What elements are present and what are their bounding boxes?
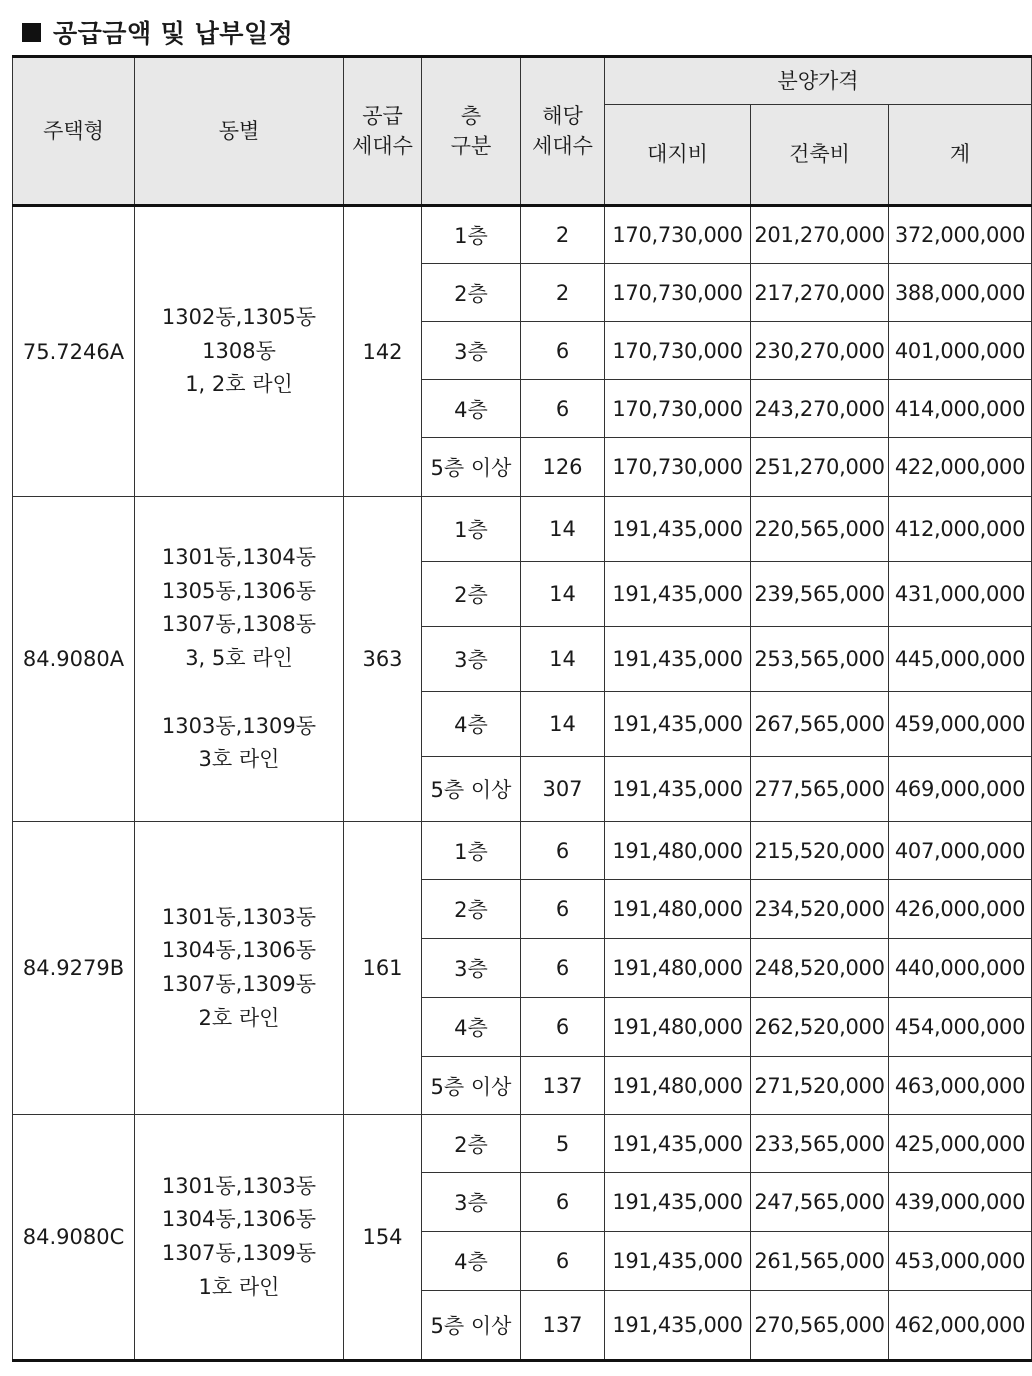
cell-land-price: 191,435,000 [605, 627, 751, 692]
cell-floor-units: 14 [521, 497, 605, 562]
cell-total-price: 453,000,000 [889, 1232, 1032, 1291]
cell-floor-units: 6 [521, 939, 605, 998]
header-building: 건축비 [751, 105, 889, 206]
dong-line: 1307동,1308동 [161, 612, 317, 637]
cell-floor: 3층 [422, 939, 521, 998]
cell-building-price: 230,270,000 [751, 322, 889, 380]
dong-line: 1308동 [202, 338, 276, 363]
cell-total-price: 425,000,000 [889, 1115, 1032, 1173]
dong-line: 1304동,1306동 [161, 938, 317, 963]
cell-total-price: 469,000,000 [889, 757, 1032, 822]
dong-line: 1304동,1306동 [161, 1207, 317, 1232]
cell-dong [135, 1115, 344, 1361]
cell-total-price: 401,000,000 [889, 322, 1032, 380]
cell-land-price: 191,435,000 [605, 1291, 751, 1361]
cell-supply-units: 161 [344, 822, 422, 1115]
cell-total-price: 422,000,000 [889, 438, 1032, 497]
cell-land-price: 170,730,000 [605, 438, 751, 497]
cell-floor: 3층 [422, 1173, 521, 1232]
cell-building-price: 220,565,000 [751, 497, 889, 562]
cell-total-price: 454,000,000 [889, 998, 1032, 1057]
cell-floor: 5층 이상 [422, 438, 521, 497]
cell-house-type: 84.9080C [13, 1115, 135, 1361]
cell-floor-units: 14 [521, 692, 605, 757]
cell-total-price: 412,000,000 [889, 497, 1032, 562]
cell-floor: 4층 [422, 692, 521, 757]
cell-building-price: 267,565,000 [751, 692, 889, 757]
cell-land-price: 170,730,000 [605, 264, 751, 322]
cell-floor-units: 6 [521, 380, 605, 438]
cell-total-price: 463,000,000 [889, 1057, 1032, 1115]
cell-supply-units: 142 [344, 206, 422, 497]
cell-floor-units: 6 [521, 822, 605, 880]
header-total: 계 [889, 105, 1032, 206]
cell-floor: 5층 이상 [422, 1291, 521, 1361]
cell-building-price: 239,565,000 [751, 562, 889, 627]
cell-total-price: 440,000,000 [889, 939, 1032, 998]
cell-floor: 3층 [422, 627, 521, 692]
section-title [22, 12, 293, 52]
header-supply-units-text: 공급 세대수 [352, 103, 413, 158]
cell-total-price: 414,000,000 [889, 380, 1032, 438]
cell-land-price: 191,435,000 [605, 1173, 751, 1232]
cell-floor-units: 6 [521, 998, 605, 1057]
header-type: 주택형 [13, 57, 135, 206]
cell-total-price: 462,000,000 [889, 1291, 1032, 1361]
header-price-group: 분양가격 [605, 57, 1032, 105]
cell-building-price: 251,270,000 [751, 438, 889, 497]
cell-floor-units: 6 [521, 880, 605, 939]
cell-land-price: 191,480,000 [605, 939, 751, 998]
dong-line: 1305동,1306동 [161, 578, 317, 603]
price-table-body [13, 206, 1032, 1361]
cell-floor: 3층 [422, 322, 521, 380]
dong-line: 1302동,1305동 [161, 305, 317, 330]
dong-line: 1301동,1303동 [161, 1173, 317, 1198]
cell-supply-units: 363 [344, 497, 422, 822]
cell-land-price: 170,730,000 [605, 206, 751, 264]
cell-floor-units: 6 [521, 1173, 605, 1232]
cell-floor: 5층 이상 [422, 1057, 521, 1115]
table-row [13, 497, 1032, 562]
cell-building-price: 201,270,000 [751, 206, 889, 264]
dong-line: 1307동,1309동 [161, 1241, 317, 1265]
header-floor-units-text: 해당 세대수 [532, 103, 593, 158]
cell-land-price: 191,435,000 [605, 562, 751, 627]
cell-floor-units: 6 [521, 1232, 605, 1291]
cell-dong [135, 497, 344, 822]
cell-dong [135, 206, 344, 497]
cell-floor: 2층 [422, 264, 521, 322]
table-row [13, 206, 1032, 264]
cell-building-price: 215,520,000 [751, 822, 889, 880]
dong-line: 3호 라인 [198, 747, 280, 772]
cell-supply-units: 154 [344, 1115, 422, 1361]
cell-total-price: 445,000,000 [889, 627, 1032, 692]
cell-floor-units: 5 [521, 1115, 605, 1173]
cell-building-price: 217,270,000 [751, 264, 889, 322]
header-floor-group [422, 57, 521, 206]
cell-total-price: 439,000,000 [889, 1173, 1032, 1232]
cell-total-price: 431,000,000 [889, 562, 1032, 627]
cell-building-price: 277,565,000 [751, 757, 889, 822]
cell-floor-units: 307 [521, 757, 605, 822]
dong-line: 2호 라인 [198, 1005, 280, 1030]
cell-land-price: 191,480,000 [605, 822, 751, 880]
header-floor-group-text: 층 구분 [450, 103, 492, 158]
cell-building-price: 248,520,000 [751, 939, 889, 998]
cell-total-price: 426,000,000 [889, 880, 1032, 939]
cell-floor: 1층 [422, 497, 521, 562]
cell-total-price: 407,000,000 [889, 822, 1032, 880]
cell-land-price: 191,480,000 [605, 880, 751, 939]
cell-house-type: 75.7246A [13, 206, 135, 497]
cell-floor: 4층 [422, 380, 521, 438]
cell-house-type: 84.9279B [13, 822, 135, 1115]
table-row [13, 822, 1032, 880]
cell-floor: 1층 [422, 206, 521, 264]
cell-floor: 2층 [422, 1115, 521, 1173]
section-title-text: 공급금액 및 납부일정 [53, 19, 294, 48]
cell-floor-units: 137 [521, 1291, 605, 1361]
header-land: 대지비 [605, 105, 751, 206]
dong-line: 1307동,1309동 [161, 972, 317, 996]
cell-building-price: 253,565,000 [751, 627, 889, 692]
cell-dong [135, 822, 344, 1115]
price-table-container [12, 55, 1032, 1362]
cell-house-type: 84.9080A [13, 497, 135, 822]
header-dong: 동별 [135, 57, 344, 206]
dong-line: 1301동,1303동 [161, 904, 317, 929]
cell-floor: 2층 [422, 880, 521, 939]
cell-floor: 2층 [422, 562, 521, 627]
cell-land-price: 191,435,000 [605, 1232, 751, 1291]
cell-land-price: 170,730,000 [605, 380, 751, 438]
price-table [12, 55, 1032, 1362]
cell-floor-units: 137 [521, 1057, 605, 1115]
cell-floor: 4층 [422, 1232, 521, 1291]
cell-floor-units: 14 [521, 627, 605, 692]
cell-floor-units: 2 [521, 264, 605, 322]
header-floor-units [521, 57, 605, 206]
cell-floor-units: 2 [521, 206, 605, 264]
dong-line: 1303동,1309동 [161, 713, 317, 738]
dong-line: 1호 라인 [198, 1274, 280, 1299]
cell-floor: 4층 [422, 998, 521, 1057]
cell-building-price: 262,520,000 [751, 998, 889, 1057]
cell-land-price: 191,480,000 [605, 998, 751, 1057]
header-supply-units [344, 57, 422, 206]
cell-building-price: 261,565,000 [751, 1232, 889, 1291]
cell-total-price: 459,000,000 [889, 692, 1032, 757]
cell-building-price: 233,565,000 [751, 1115, 889, 1173]
cell-floor-units: 6 [521, 322, 605, 380]
dong-line: 1, 2호 라인 [185, 372, 293, 397]
dong-line: 1301동,1304동 [161, 545, 317, 570]
cell-building-price: 234,520,000 [751, 880, 889, 939]
cell-floor-units: 14 [521, 562, 605, 627]
cell-building-price: 271,520,000 [751, 1057, 889, 1115]
cell-land-price: 191,435,000 [605, 692, 751, 757]
cell-land-price: 191,480,000 [605, 1057, 751, 1115]
cell-total-price: 388,000,000 [889, 264, 1032, 322]
cell-building-price: 247,565,000 [751, 1173, 889, 1232]
cell-floor: 5층 이상 [422, 757, 521, 822]
cell-land-price: 170,730,000 [605, 322, 751, 380]
cell-land-price: 191,435,000 [605, 1115, 751, 1173]
cell-total-price: 372,000,000 [889, 206, 1032, 264]
cell-land-price: 191,435,000 [605, 497, 751, 562]
cell-floor: 1층 [422, 822, 521, 880]
cell-land-price: 191,435,000 [605, 757, 751, 822]
table-row [13, 1115, 1032, 1173]
dong-spacer [135, 676, 343, 710]
cell-building-price: 270,565,000 [751, 1291, 889, 1361]
cell-building-price: 243,270,000 [751, 380, 889, 438]
dong-line: 3, 5호 라인 [185, 646, 293, 670]
square-bullet-icon [22, 23, 41, 42]
cell-floor-units: 126 [521, 438, 605, 497]
